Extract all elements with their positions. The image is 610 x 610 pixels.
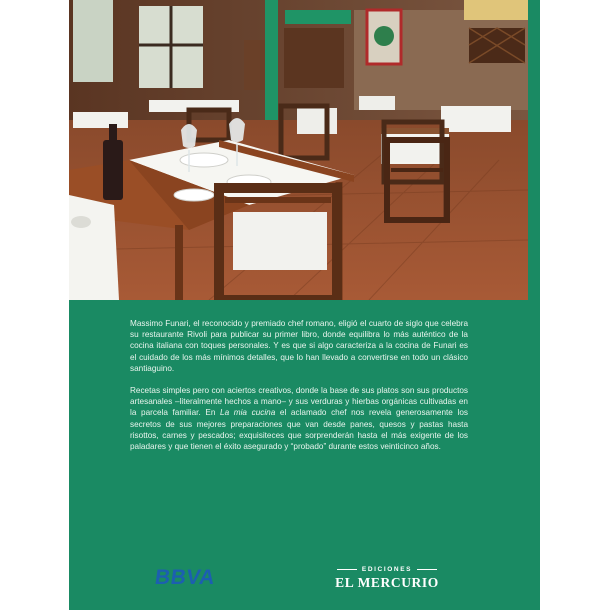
publisher-name: EL MERCURIO [335, 575, 439, 590]
restaurant-photo [69, 0, 528, 300]
paragraph-2-start: Recetas simples pero con aciertos creativos, donde la base de sus platos son sus productos artesanales –literalmente hechos a mano– y sus verduras y hierbas orgánicas cultivadas en la parcela familiar. En [130, 386, 468, 418]
paragraph-2-end: el aclamado chef nos revela generosamente los secretos de sus mejores preparaciones que van desde panes, quesos y pastas hasta risottos, carnes y pescados; exquisiteces que sorprenderán hasta el más exigente de los paladares y que tienen el éxito asegurado y “probado” durante estos veinticinco años. [130, 408, 468, 452]
bbva-logo: BBVA [153, 566, 217, 589]
synopsis-paragraph-1: Massimo Funari, el reconocido y premiado chef romano, eligió el cuarto de siglo que celebra su restaurante Rivoli para publicar su primer libro, donde equilibra lo más auténtico de la cocina italiana con toques personales. Y es que si algo caracteriza a la cocina de Funari es el cuidado de los más mínimos detalles, que lo han llevado a convertirse en todo un clásico santiaguino. [130, 319, 468, 373]
publisher-logo [325, 566, 449, 591]
book-title: La mia cucina [220, 408, 276, 418]
rule-left [337, 569, 357, 570]
publisher-top-line [325, 566, 449, 573]
back-cover [69, 0, 540, 610]
rule-right [417, 569, 437, 570]
publisher-top: EDICIONES [361, 566, 413, 573]
synopsis-paragraph-2 [130, 385, 468, 452]
synopsis [130, 318, 468, 463]
